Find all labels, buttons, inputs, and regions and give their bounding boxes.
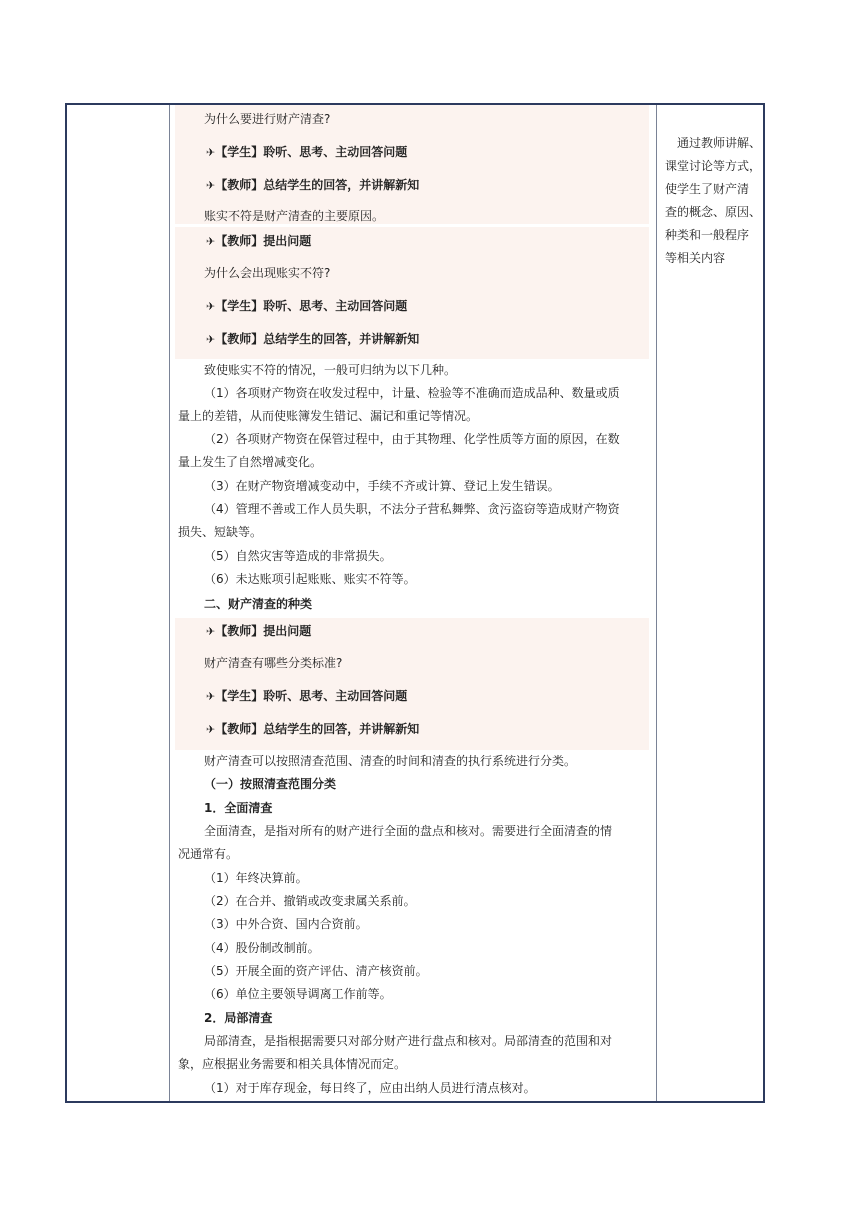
paragraph: （6）未达账项引起账账、账实不符等。: [204, 572, 416, 586]
activity-item: ✈【教师】提出问题: [206, 624, 312, 638]
paragraph: （6）单位主要领导调离工作前等。: [204, 987, 392, 1001]
paragraph: 致使账实不符的情况，一般可归纳为以下几种。: [204, 363, 457, 377]
objective-text: 通过教师讲解、: [677, 136, 762, 150]
activity-item: ✈【教师】提出问题: [206, 234, 312, 248]
paragraph: （3）中外合资、国内合资前。: [204, 917, 368, 931]
activity-item: ✈【教师】总结学生的回答，并讲解新知: [206, 332, 420, 346]
section-heading: 2．局部清查: [204, 1011, 273, 1025]
paragraph: （1）年终决算前。: [204, 871, 308, 885]
paragraph: 损失、短缺等。: [178, 525, 263, 539]
paragraph: 局部清查，是指根据需要只对部分财产进行盘点和核对。局部清查的范围和对: [204, 1034, 613, 1048]
airplane-icon: ✈: [206, 723, 216, 736]
paragraph: 账实不符是财产清查的主要原因。: [204, 209, 385, 223]
objective-text: 课堂讨论等方式，: [665, 159, 762, 173]
objective-text: 使学生了财产清: [665, 182, 750, 196]
airplane-icon: ✈: [206, 235, 216, 248]
airplane-icon: ✈: [206, 300, 216, 313]
paragraph: 为什么会出现账实不符?: [204, 266, 331, 280]
objective-text: 查的概念、原因、: [665, 205, 762, 219]
paragraph: （3）在财产物资增减变动中，手续不齐或计算、登记上发生错误。: [204, 479, 560, 493]
section-heading: 1．全面清查: [204, 801, 273, 815]
paragraph: （4）股份制改制前。: [204, 941, 320, 955]
airplane-icon: ✈: [206, 146, 216, 159]
paragraph: （2）各项财产物资在保管过程中，由于其物理、化学性质等方面的原因，在数: [204, 432, 620, 446]
activity-item: ✈【学生】聆听、思考、主动回答问题: [206, 145, 408, 159]
lesson-plan-table: [65, 103, 765, 1103]
section-heading: （一）按照清查范围分类: [204, 777, 337, 791]
paragraph: 全面清查，是指对所有的财产进行全面的盘点和核对。需要进行全面清查的情: [204, 824, 613, 838]
paragraph: （1）对于库存现金，每日终了，应由出纳人员进行清点核对。: [204, 1081, 536, 1095]
paragraph: 况通常有。: [178, 847, 239, 861]
paragraph: （5）开展全面的资产评估、清产核资前。: [204, 964, 428, 978]
airplane-icon: ✈: [206, 333, 216, 346]
paragraph: （4）管理不善或工作人员失职，不法分子营私舞弊、贪污盗窃等造成财产物资: [204, 502, 620, 516]
content-column: [170, 105, 656, 1101]
section-heading: 二、财产清查的种类: [204, 597, 313, 611]
activity-item: ✈【学生】聆听、思考、主动回答问题: [206, 299, 408, 313]
objective-text: 种类和一般程序: [665, 228, 750, 242]
airplane-icon: ✈: [206, 690, 216, 703]
paragraph: （2）在合并、撤销或改变隶属关系前。: [204, 894, 416, 908]
paragraph: （1）各项财产物资在收发过程中，计量、检验等不准确而造成品种、数量或质: [204, 386, 620, 400]
objective-text: 等相关内容: [665, 251, 726, 265]
activity-item: ✈【教师】总结学生的回答，并讲解新知: [206, 178, 420, 192]
objectives-column: [657, 105, 763, 1101]
paragraph: 财产清查可以按照清查范围、清查的时间和清查的执行系统进行分类。: [204, 754, 577, 768]
paragraph: 为什么要进行财产清查?: [204, 112, 331, 126]
activity-item: ✈【教师】总结学生的回答，并讲解新知: [206, 722, 420, 736]
paragraph: 象，应根据业务需要和相关具体情况而定。: [178, 1057, 407, 1071]
airplane-icon: ✈: [206, 625, 216, 638]
paragraph: 量上的差错，从而使账簿发生错记、漏记和重记等情况。: [178, 409, 479, 423]
paragraph: （5）自然灾害等造成的非常损失。: [204, 549, 392, 563]
airplane-icon: ✈: [206, 179, 216, 192]
activity-item: ✈【学生】聆听、思考、主动回答问题: [206, 689, 408, 703]
paragraph: 财产清查有哪些分类标准?: [204, 656, 343, 670]
paragraph: 量上发生了自然增减变化。: [178, 455, 323, 469]
